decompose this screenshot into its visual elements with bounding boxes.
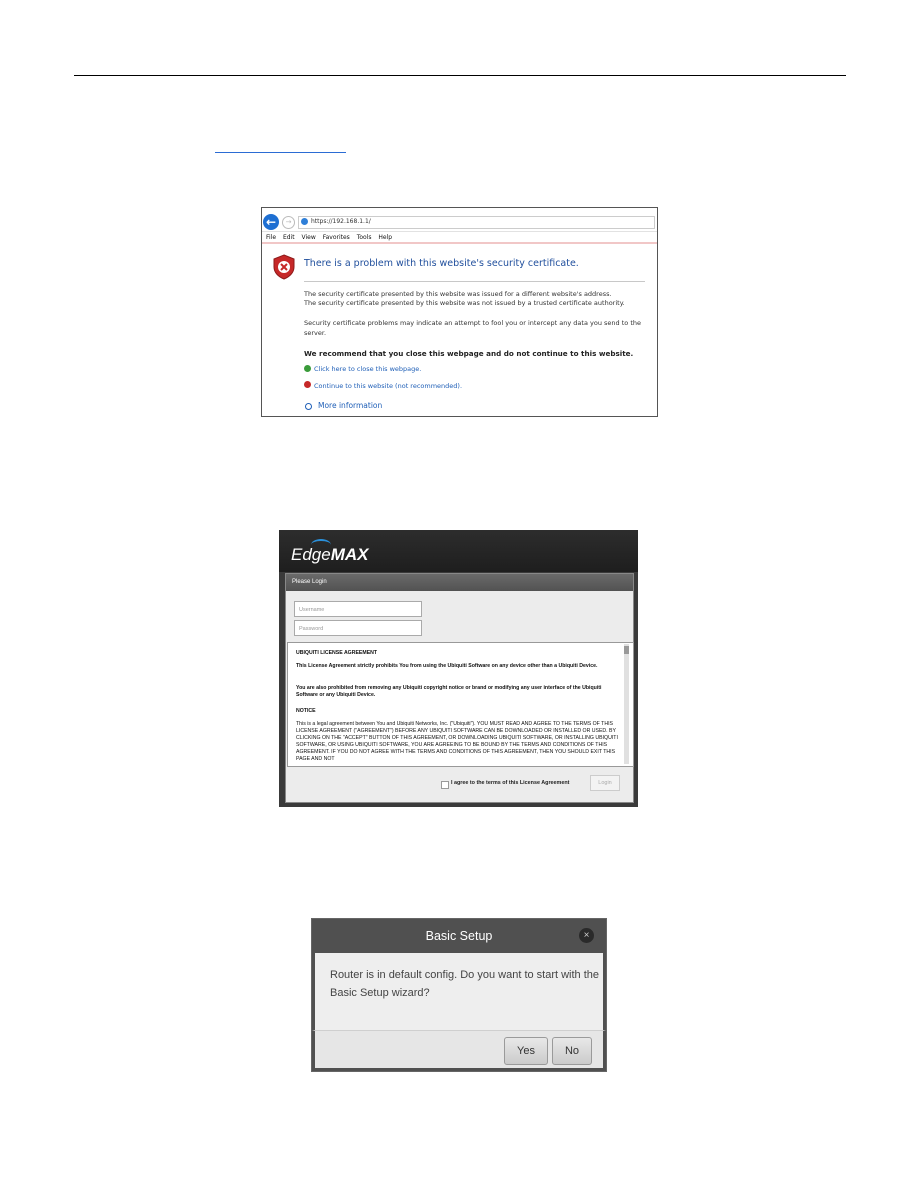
address-text: https://192.168.1.1/ (311, 218, 371, 225)
edgemax-login-screenshot (279, 530, 638, 807)
hyperlink-underline[interactable] (215, 152, 346, 153)
menu-help[interactable]: Help (378, 234, 393, 241)
menu-view[interactable]: View (301, 234, 316, 241)
login-panel-title: Please Login (286, 574, 633, 591)
menubar-divider (262, 242, 657, 244)
license-title: UBIQUITI LICENSE AGREEMENT (296, 650, 378, 656)
login-button[interactable]: Login (590, 775, 620, 791)
error-heading: There is a problem with this website's security certificate. (304, 258, 579, 269)
continue-website-link[interactable]: Continue to this website (not recommended). (314, 382, 463, 390)
edgemax-header (279, 530, 638, 572)
license-paragraph-2: You are also prohibited from removing any Ubiquiti copyright notice or brand or modifying any user interface of the Ubiquiti Software or any Ubiquiti Device. (296, 685, 602, 698)
basic-setup-dialog (311, 918, 607, 1072)
license-paragraph-1: This License Agreement strictly prohibits You from using the Ubiquiti Software on any device other than a Ubiquiti Device. (296, 663, 598, 669)
yes-button[interactable]: Yes (504, 1037, 548, 1065)
no-button[interactable]: No (552, 1037, 592, 1065)
logo-text: Edge (291, 545, 331, 564)
dialog-header (312, 919, 606, 953)
red-shield-icon (304, 381, 311, 388)
error-line-3: Security certificate problems may indicate an attempt to fool you or intercept any data you send to the server. (304, 319, 641, 337)
menu-bar (266, 234, 397, 241)
error-line-2: The security certificate presented by this website was not issued by a trusted certificate authority. (304, 299, 625, 307)
security-shield-icon (273, 254, 295, 280)
address-bar[interactable] (298, 216, 655, 229)
menu-tools[interactable]: Tools (356, 234, 372, 241)
error-line-1: The security certificate presented by this website was issued for a different website's address. (304, 290, 612, 298)
expand-circle-icon[interactable] (305, 403, 312, 410)
recommendation-text: We recommend that you close this webpage and do not continue to this website. (304, 349, 634, 358)
menu-file[interactable]: File (266, 234, 277, 241)
agree-label: I agree to the terms of this License Agreement (451, 780, 570, 786)
menu-favorites[interactable]: Favorites (322, 234, 350, 241)
menu-edit[interactable]: Edit (282, 234, 295, 241)
username-field[interactable]: Username (294, 601, 422, 617)
agree-checkbox[interactable] (441, 781, 449, 789)
header-rule (74, 75, 846, 76)
ie-certificate-error-screenshot (261, 207, 658, 417)
close-icon[interactable]: × (579, 928, 594, 943)
dialog-title: Basic Setup (425, 929, 493, 943)
logo-bold-text: MAX (330, 545, 369, 564)
license-paragraph-3: This is a legal agreement between You and Ubiquiti Networks, Inc. ("Ubiquiti"). YOU MUST READ AND AGREE TO THE TERMS OF THIS LICENSE AGREEMENT ("AGREEMENT") BEFORE ANY UBIQUITI SOFTWARE CAN BE DOWNLOADED OR INSTALLED OR USED. BY CLICKING ON THE "ACCEPT" BUTTON OF THIS AGREEMENT, OR DOWNLOADING UBIQUITI SOFTWARE, OR INSTALLING UBIQUITI SOFTWARE, OR USING UBIQUITI SOFTWARE, YOU ARE AGREEING TO BE BOUND BY THE TERMS AND CONDITIONS OF THIS AGREEMENT. IF YOU DO NOT AGREE WITH THE TERMS AND CONDITIONS OF THIS AGREEMENT, THEN YOU SHOULD EXIT THIS PAGE AND NOT (296, 721, 618, 762)
heading-divider (304, 281, 645, 282)
green-shield-icon (304, 365, 311, 372)
scrollbar-thumb[interactable] (624, 646, 629, 654)
license-text-box[interactable] (287, 642, 634, 767)
license-notice: NOTICE (296, 708, 316, 714)
close-webpage-link[interactable]: Click here to close this webpage. (314, 365, 422, 373)
browser-toolbar (262, 208, 657, 232)
password-field[interactable]: Password (294, 620, 422, 636)
dialog-footer (312, 1030, 606, 1071)
dialog-body (312, 953, 606, 1030)
forward-arrow-icon[interactable]: → (282, 216, 295, 229)
site-icon (301, 218, 308, 225)
edgemax-logo (291, 545, 368, 565)
more-information-link[interactable]: More information (318, 401, 383, 410)
back-arrow-icon[interactable]: ← (263, 214, 279, 230)
dialog-message: Router is in default config. Do you want to start with the Basic Setup wizard? (330, 969, 600, 999)
login-panel (285, 573, 634, 803)
license-scrollbar[interactable] (624, 644, 629, 764)
